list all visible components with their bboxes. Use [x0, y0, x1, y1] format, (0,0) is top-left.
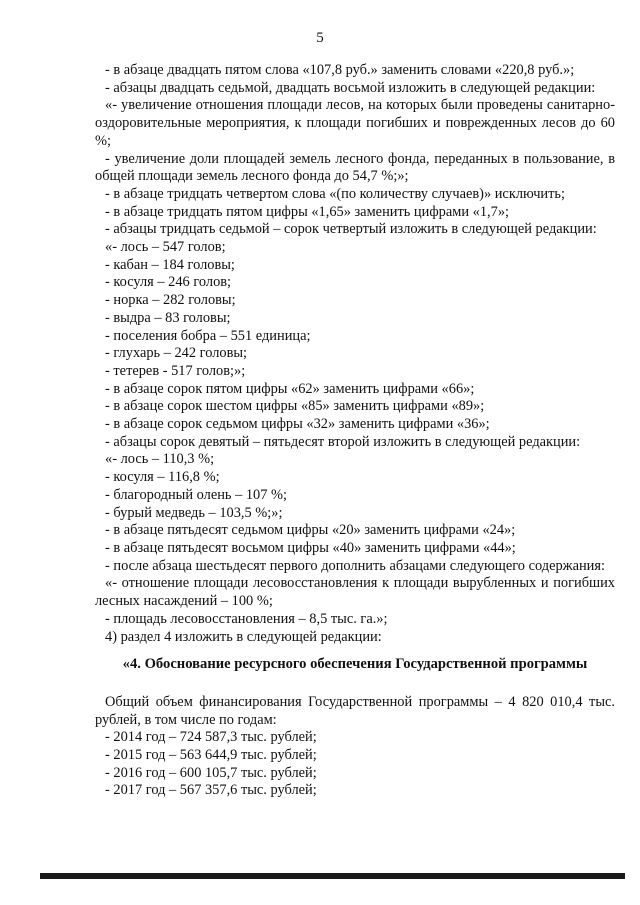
list-item: «- лось – 547 голов;	[105, 239, 226, 256]
list-item: «- лось – 110,3 %;	[105, 451, 215, 468]
paragraph: - в абзаце сорок шестом цифры «85» заменить цифрами «89»;	[105, 398, 485, 415]
paragraph: - в абзаце пятьдесят седьмом цифры «20» заменить цифрами «24»;	[105, 522, 516, 539]
list-item: - кабан – 184 головы;	[105, 256, 235, 273]
funding-year: - 2015 год – 563 644,9 тыс. рублей;	[105, 747, 317, 764]
paragraph: «- отношение площади лесовосстановления к площади вырубленных и погибших лесных насаждений – 100 %;	[95, 575, 615, 610]
paragraph: - абзацы тридцать седьмой – сорок четвертый изложить в следующей редакции:	[105, 221, 597, 238]
list-item: - косуля – 116,8 %;	[105, 469, 220, 486]
list-item: - тетерев - 517 голов;»;	[105, 362, 246, 379]
document-body	[95, 62, 615, 800]
paragraph: - после абзаца шестьдесят первого дополнить абзацами следующего содержания:	[105, 557, 605, 574]
list-item: - косуля – 246 голов;	[105, 274, 232, 291]
list-item: - благородный олень – 107 %;	[105, 486, 288, 503]
funding-intro: Общий объем финансирования Государственной программы – 4 820 010,4 тыс. рублей, в том числе по годам:	[95, 693, 615, 728]
paragraph: - увеличение доли площадей земель лесного фонда, переданных в пользование, в общей площади земель лесного фонда до 54,7 %;»;	[95, 150, 615, 185]
paragraph: - в абзаце сорок седьмом цифры «32» заменить цифрами «36»;	[105, 416, 490, 433]
list-item: - норка – 282 головы;	[105, 292, 236, 309]
paragraph: «- увеличение отношения площади лесов, на которых были проведены санитарно-оздоровительные мероприятия, к площади погибших и поврежденных лесов до 60 %;	[95, 97, 615, 149]
paragraph: 4) раздел 4 изложить в следующей редакции:	[105, 628, 382, 645]
funding-year: - 2016 год – 600 105,7 тыс. рублей;	[105, 764, 317, 781]
paragraph: - в абзаце тридцать пятом цифры «1,65» заменить цифрами «1,7»;	[105, 203, 510, 220]
paragraph: - в абзаце пятьдесят восьмом цифры «40» заменить цифрами «44»;	[105, 539, 516, 556]
paragraph: - в абзаце тридцать четвертом слова «(по количеству случаев)» исключить;	[105, 185, 565, 202]
list-item: - выдра – 83 головы;	[105, 309, 231, 326]
paragraph: - абзацы сорок девятый – пятьдесят второй изложить в следующей редакции:	[105, 433, 581, 450]
page-number: 5	[316, 30, 324, 46]
paragraph: - в абзаце двадцать пятом слова «107,8 руб.» заменить словами «220,8 руб.»;	[105, 62, 575, 78]
funding-year: - 2017 год – 567 357,6 тыс. рублей;	[105, 782, 317, 799]
paragraph: - в абзаце сорок пятом цифры «62» заменить цифрами «66»;	[105, 380, 475, 397]
section-title: «4. Обоснование ресурсного обеспечения Государственной программы	[122, 656, 588, 673]
list-item: - поселения бобра – 551 единица;	[105, 327, 311, 344]
list-item: - бурый медведь – 103,5 %;»;	[105, 504, 283, 521]
paragraph: - площадь лесовосстановления – 8,5 тыс. га.»;	[105, 610, 388, 627]
funding-year: - 2014 год – 724 587,3 тыс. рублей;	[105, 729, 317, 746]
bottom-rule	[40, 873, 625, 879]
paragraph: - абзацы двадцать седьмой, двадцать восьмой изложить в следующей редакции:	[105, 79, 596, 96]
list-item: - глухарь – 242 головы;	[105, 345, 248, 362]
